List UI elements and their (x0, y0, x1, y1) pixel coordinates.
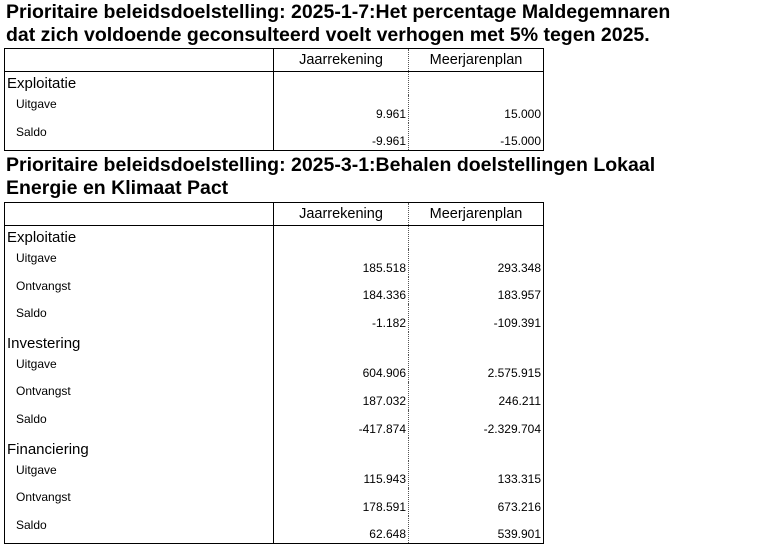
jaarrekening-value: 187.032 (274, 382, 409, 410)
category-label: Exploitatie (5, 226, 274, 250)
row-label: Uitgave (5, 95, 274, 123)
meerjarenplan-value: 183.957 (409, 277, 544, 305)
row-label: Ontvangst (5, 488, 274, 516)
section2-title-line1: Prioritaire beleidsdoelstelling: 2025-3-1:Behalen doelstellingen Lokaal (6, 154, 656, 176)
table-row (5, 488, 544, 516)
table-row (5, 95, 544, 123)
row-label: Saldo (5, 410, 274, 438)
meerjarenplan-value: -15.000 (409, 123, 544, 151)
meerjarenplan-value: 15.000 (409, 95, 544, 123)
row-label: Saldo (5, 123, 274, 151)
meerjarenplan-value: 2.575.915 (409, 355, 544, 383)
meerjarenplan-value: 293.348 (409, 249, 544, 277)
row-label: Uitgave (5, 461, 274, 489)
table-row (5, 304, 544, 332)
row-label: Saldo (5, 516, 274, 544)
category-label: Exploitatie (5, 72, 274, 96)
meerjarenplan-value: 246.211 (409, 382, 544, 410)
row-label: Ontvangst (5, 277, 274, 305)
meerjarenplan-value: 133.315 (409, 461, 544, 489)
category-row-exploitatie (5, 226, 544, 250)
table-row (5, 355, 544, 383)
table-row (5, 277, 544, 305)
category-row-financiering (5, 438, 544, 461)
row-label: Uitgave (5, 355, 274, 383)
row-label: Uitgave (5, 249, 274, 277)
header-blank (5, 203, 274, 226)
meerjarenplan-value: 673.216 (409, 488, 544, 516)
table-header-row (5, 203, 544, 226)
jaarrekening-value: 178.591 (274, 488, 409, 516)
meerjarenplan-value: 539.901 (409, 516, 544, 544)
category-label: Investering (5, 332, 274, 355)
section1-table (4, 48, 544, 151)
header-blank (5, 49, 274, 72)
table-row (5, 461, 544, 489)
jaarrekening-value: -1.182 (274, 304, 409, 332)
header-meerjarenplan: Meerjarenplan (409, 203, 544, 226)
jaarrekening-value: 185.518 (274, 249, 409, 277)
row-label: Ontvangst (5, 382, 274, 410)
category-row-exploitatie (5, 72, 544, 96)
table-row (5, 249, 544, 277)
section1-title-line2: dat zich voldoende geconsulteerd voelt verhogen met 5% tegen 2025. (6, 24, 650, 46)
category-label: Financiering (5, 438, 274, 461)
table-row (5, 382, 544, 410)
section2-title (6, 154, 655, 200)
table-row (5, 123, 544, 151)
table-header-row (5, 49, 544, 72)
header-meerjarenplan: Meerjarenplan (409, 49, 544, 72)
row-label: Saldo (5, 304, 274, 332)
section2-table (4, 202, 544, 544)
jaarrekening-value: 9.961 (274, 95, 409, 123)
header-jaarrekening: Jaarrekening (274, 49, 409, 72)
meerjarenplan-value: -109.391 (409, 304, 544, 332)
section1-title (6, 1, 670, 47)
section1-title-line1: Prioritaire beleidsdoelstelling: 2025-1-7:Het percentage Maldegemnaren (6, 1, 671, 23)
category-row-investering (5, 332, 544, 355)
jaarrekening-value: 115.943 (274, 461, 409, 489)
section2-title-line2: Energie en Klimaat Pact (6, 177, 229, 199)
jaarrekening-value: -417.874 (274, 410, 409, 438)
jaarrekening-value: 184.336 (274, 277, 409, 305)
table-row (5, 410, 544, 438)
meerjarenplan-value: -2.329.704 (409, 410, 544, 438)
jaarrekening-value: 62.648 (274, 516, 409, 544)
jaarrekening-value: -9.961 (274, 123, 409, 151)
header-jaarrekening: Jaarrekening (274, 203, 409, 226)
jaarrekening-value: 604.906 (274, 355, 409, 383)
